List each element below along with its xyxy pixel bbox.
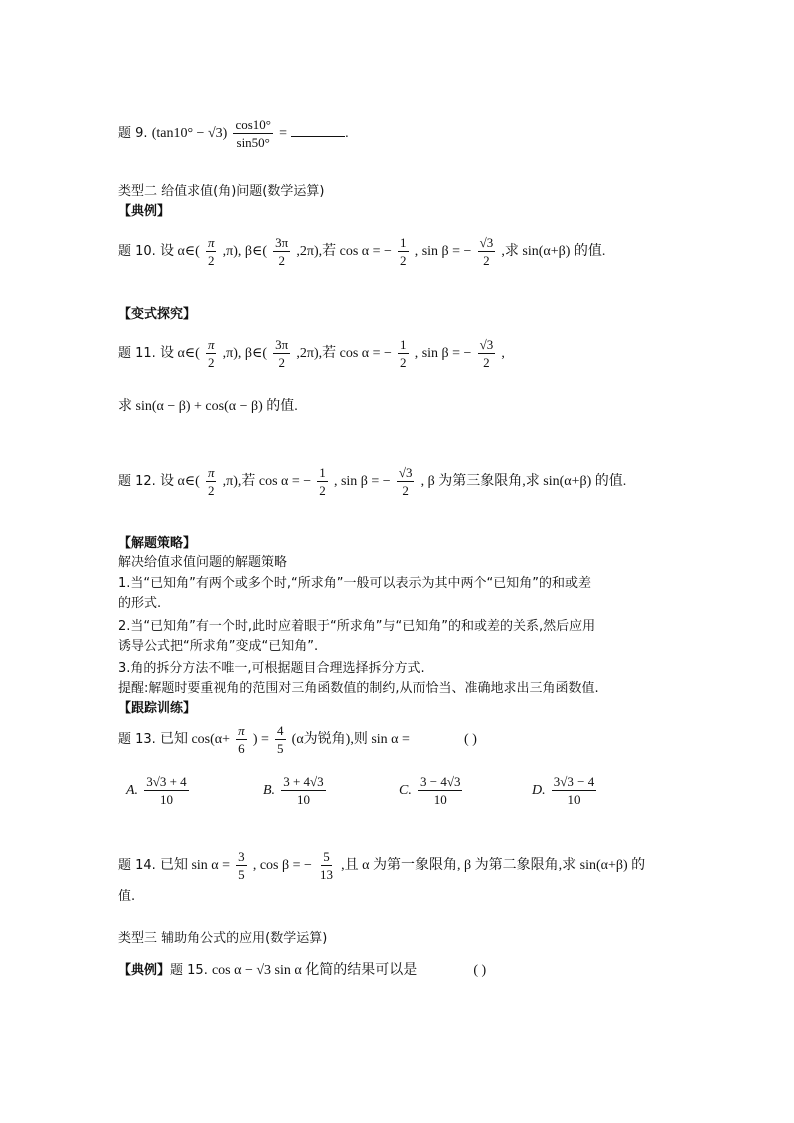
question-label: 题 10.: [118, 244, 156, 259]
variant-tag: 【变式探究】: [118, 307, 197, 322]
fraction: $\frac{3\pi}{2}$: [275, 337, 289, 370]
fraction: $\frac{1}{2}$: [319, 465, 326, 498]
question-9: 题 9. (tan10° − √3) $\frac{\cos 10^\circ}{\sin 50^\circ}$ = .: [118, 117, 349, 150]
strategy-item: 3.角的拆分方法不唯一,可根据题目合理选择拆分方式.: [118, 661, 425, 676]
strategy-item: 诱导公式把“所求角”变成“已知角”.: [118, 639, 319, 654]
answer-paren[interactable]: ( ): [473, 963, 487, 978]
fraction: $\frac{\pi}{6}$: [238, 723, 245, 756]
fraction: $\frac{\cos 10^\circ}{\sin 50^\circ}$: [235, 117, 271, 150]
question-label: 题 12.: [118, 474, 156, 489]
question-label: 题 13.: [118, 732, 156, 747]
fraction: $\frac{3√3 + 4}{10}$: [146, 774, 187, 807]
question-13: 题 13. 已知 cos(α+ $\frac{\pi}{6}$ ) = $\frac{4}{5}$ (α为锐角),则 sin α = ( ): [118, 723, 477, 756]
question-15: 【典例】题 15. cos α − √3 sin α 化简的结果可以是 ( ): [118, 963, 487, 978]
question-14-line2: 值.: [118, 889, 136, 904]
strategy-tag: 【解题策略】: [118, 536, 197, 551]
strategy-item: 1.当“已知角”有两个或多个时,“所求角”一般可以表示为其中两个“已知角”的和或差: [118, 576, 591, 591]
question-14: 题 14. 已知 sin α = $\frac{3}{5}$ , cos β = − $\frac{5}{13}$ ,且 α 为第一象限角, β 为第二象限角,求 sin(α+β) 的: [118, 849, 646, 882]
section-title: 类型三 辅助角公式的应用(数学运算): [118, 931, 328, 946]
strategy-reminder: 提醒:解题时要重视角的范围对三角函数值的制约,从而恰当、准确地求出三角函数值.: [118, 681, 599, 696]
option-d[interactable]: [532, 775, 598, 806]
strategy-title: 解决给值求值问题的解题策略: [118, 555, 288, 570]
fraction: $\frac{√3}{2}$: [479, 235, 494, 268]
option-label: A.: [126, 783, 139, 798]
fraction: $\frac{\pi}{2}$: [207, 465, 215, 498]
fraction: $\frac{\pi}{2}$: [207, 337, 215, 370]
question-label: 题 15.: [170, 963, 208, 978]
fraction: $\frac{√3}{2}$: [398, 465, 413, 498]
question-11-line2: 求 sin(α − β) + cos(α − β) 的值.: [118, 399, 298, 414]
fraction: $\frac{\pi}{2}$: [207, 235, 215, 268]
answer-blank[interactable]: [291, 126, 345, 137]
fraction: $\frac{5}{13}$: [320, 849, 334, 882]
fraction: $\frac{4}{5}$: [277, 723, 284, 756]
question-12: 题 12. 设 α∈( $\frac{\pi}{2}$ ,π),若 cos α = − $\frac{1}{2}$ , sin β = − $\frac{√3}{2}$ , β 为第三象限角,求 sin(α+β) 的值.: [118, 465, 627, 498]
option-c[interactable]: [399, 775, 464, 806]
option-label: B.: [263, 783, 276, 798]
example-tag: 【典例】: [118, 963, 171, 978]
answer-paren[interactable]: ( ): [464, 732, 477, 747]
question-label: 题 14.: [118, 858, 156, 873]
track-tag: 【跟踪训练】: [118, 701, 197, 716]
math-expression: (tan10° − √3): [151, 126, 228, 141]
fraction: $\frac{3√3 - 4}{10}$: [553, 774, 595, 807]
fraction: $\frac{3\pi}{2}$: [275, 235, 289, 268]
question-11: 题 11. 设 α∈( $\frac{\pi}{2}$ ,π), β∈( $\frac{3\pi}{2}$ ,2π),若 cos α = − $\frac{1}{2}$ , sin β = − $\frac{√3}{2}$ ,: [118, 337, 505, 370]
option-b[interactable]: [263, 775, 328, 806]
fraction: $\frac{3}{5}$: [238, 849, 245, 882]
option-a[interactable]: [126, 775, 191, 806]
fraction: $\frac{1}{2}$: [400, 337, 407, 370]
fraction: $\frac{1}{2}$: [400, 235, 407, 268]
question-10: 题 10. 设 α∈( $\frac{\pi}{2}$ ,π), β∈( $\frac{3\pi}{2}$ ,2π),若 cos α = − $\frac{1}{2}$ , sin β = − $\frac{√3}{2}$ ,求 sin(α+β) 的值.: [118, 235, 606, 268]
fraction: $\frac{3 - 4√3}{10}$: [419, 774, 461, 807]
fraction: $\frac{√3}{2}$: [479, 337, 494, 370]
fraction: $\frac{3 + 4√3}{10}$: [283, 774, 324, 807]
section-title: 类型二 给值求值(角)问题(数学运算): [118, 184, 325, 199]
strategy-item: 的形式.: [118, 596, 162, 611]
option-label: D.: [532, 783, 546, 798]
strategy-item: 2.当“已知角”有一个时,此时应着眼于“所求角”与“已知角”的和或差的关系,然后应用: [118, 619, 596, 634]
question-label: 题 9.: [118, 126, 148, 141]
question-label: 题 11.: [118, 346, 156, 361]
example-tag: 【典例】: [118, 204, 171, 219]
option-label: C.: [399, 783, 412, 798]
